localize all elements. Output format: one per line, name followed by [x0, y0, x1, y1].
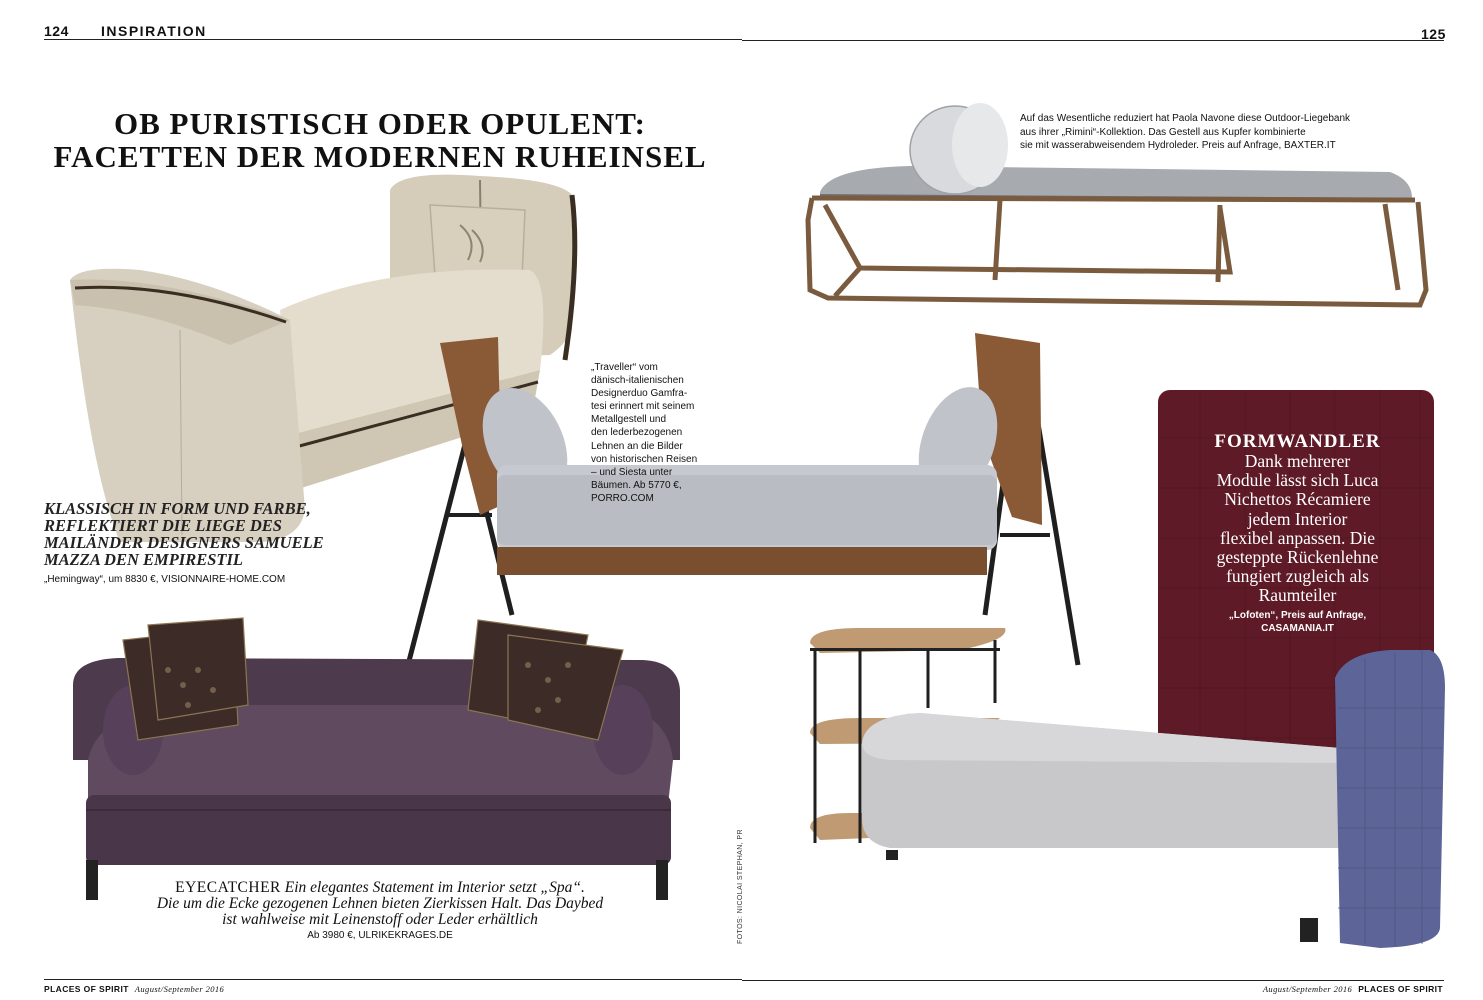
formwandler-line-3: Nichettos Récamiere [1224, 489, 1371, 510]
eyecatcher-title: EYECATCHER [175, 879, 281, 896]
left-page-number: 124 [44, 23, 69, 39]
formwandler-line-7: fungiert zugleich als [1226, 566, 1369, 587]
traveller-line-5: Metallgestell und [591, 414, 667, 426]
hemingway-info: „Hemingway“, um 8830 €, VISIONNAIRE-HOME.COM [44, 574, 286, 585]
formwandler-line-4: jedem Interior [1247, 508, 1348, 529]
page-headline [40, 107, 720, 173]
formwandler-line-2: Module lässt sich Luca [1216, 470, 1379, 491]
traveller-line-1: „Traveller“ vom [591, 362, 658, 373]
formwandler-line-1: Dank mehrerer [1244, 451, 1351, 471]
traveller-line-10: Bäumen. Ab 5770 €, [591, 479, 682, 491]
rimini-line-1: Auf das Wesentliche reduziert hat Paola Navone diese Outdoor-Liegebank [1020, 113, 1351, 124]
hemingway-caption-line-4: MAZZA DEN EMPIRESTIL [44, 550, 243, 569]
footer-rule-left [44, 979, 742, 980]
footer-left-date: August/September 2016 [134, 984, 225, 994]
eyecatcher-line-1: Ein elegantes Statement im Interior setzt „Spa“. [284, 879, 585, 896]
traveller-line-8: von historischen Reisen [591, 453, 698, 465]
section-title: INSPIRATION [101, 23, 207, 39]
traveller-line-6: den lederbezogenen [591, 427, 683, 439]
hemingway-caption-line-3: MAILÄNDER DESIGNERS SAMUELE [44, 533, 324, 552]
traveller-line-7: Lehnen an die Bilder [591, 440, 683, 452]
footer-left-brand: PLACES OF SPIRIT [44, 984, 129, 994]
hemingway-caption [44, 500, 324, 568]
spa-daybed-image [68, 610, 688, 905]
eyecatcher-caption [100, 880, 660, 943]
footer-left [44, 984, 224, 994]
headline-line-2: FACETTEN DER MODERNEN RUHEINSEL [53, 139, 707, 174]
formwandler-caption [1160, 432, 1435, 635]
formwandler-info-line-2: CASAMANIA.IT [1261, 622, 1334, 634]
formwandler-line-5: flexibel anpassen. Die [1219, 527, 1375, 548]
header-rule-right [742, 40, 1444, 41]
traveller-line-9: – und Siesta unter [591, 466, 673, 478]
formwandler-info-line-1: „Lofoten“, Preis auf Anfrage, [1228, 609, 1367, 621]
footer-right [1263, 984, 1443, 994]
header-rule-left [44, 39, 742, 40]
traveller-line-4: tesi erinnert mit seinem [591, 401, 695, 413]
hemingway-caption-line-1: KLASSISCH IN FORM UND FARBE, [44, 499, 311, 518]
footer-rule-right [742, 980, 1444, 981]
eyecatcher-line-2: Die um die Ecke gezogenen Lehnen bieten Zierkissen Halt. Das Daybed [156, 895, 604, 912]
formwandler-line-6: gesteppte Rückenlehne [1216, 547, 1379, 568]
formwandler-line-8: Raumteiler [1258, 585, 1337, 606]
eyecatcher-line-3: ist wahlweise mit Leinenstoff oder Leder erhältlich [222, 911, 538, 928]
formwandler-title: FORMWANDLER [1214, 431, 1381, 452]
traveller-line-3: Designerduo Gamfra- [591, 388, 688, 400]
eyecatcher-info: Ab 3980 €, ULRIKEKRAGES.DE [307, 930, 453, 941]
traveller-caption [591, 361, 697, 505]
photo-credit: FOTOS: NICOLAI STEPHAN, PR [737, 829, 744, 944]
traveller-line-11: PORRO.COM [591, 492, 654, 504]
headline-line-1: OB PURISTISCH ODER OPULENT: [114, 106, 646, 141]
rimini-line-2: aus ihrer „Rimini“-Kollektion. Das Gestell aus Kupfer kombinierte [1020, 126, 1306, 138]
hemingway-caption-line-2: REFLEKTIERT DIE LIEGE DES [44, 516, 282, 535]
traveller-line-2: dänisch-italienischen [591, 375, 684, 387]
footer-right-date: August/September 2016 [1262, 984, 1353, 994]
rimini-bench-image [800, 100, 1440, 315]
footer-right-brand: PLACES OF SPIRIT [1358, 984, 1443, 994]
rimini-line-3: sie mit wasserabweisendem Hydroleder. Preis auf Anfrage, BAXTER.IT [1020, 140, 1336, 151]
right-page-number: 125 [1421, 26, 1446, 42]
